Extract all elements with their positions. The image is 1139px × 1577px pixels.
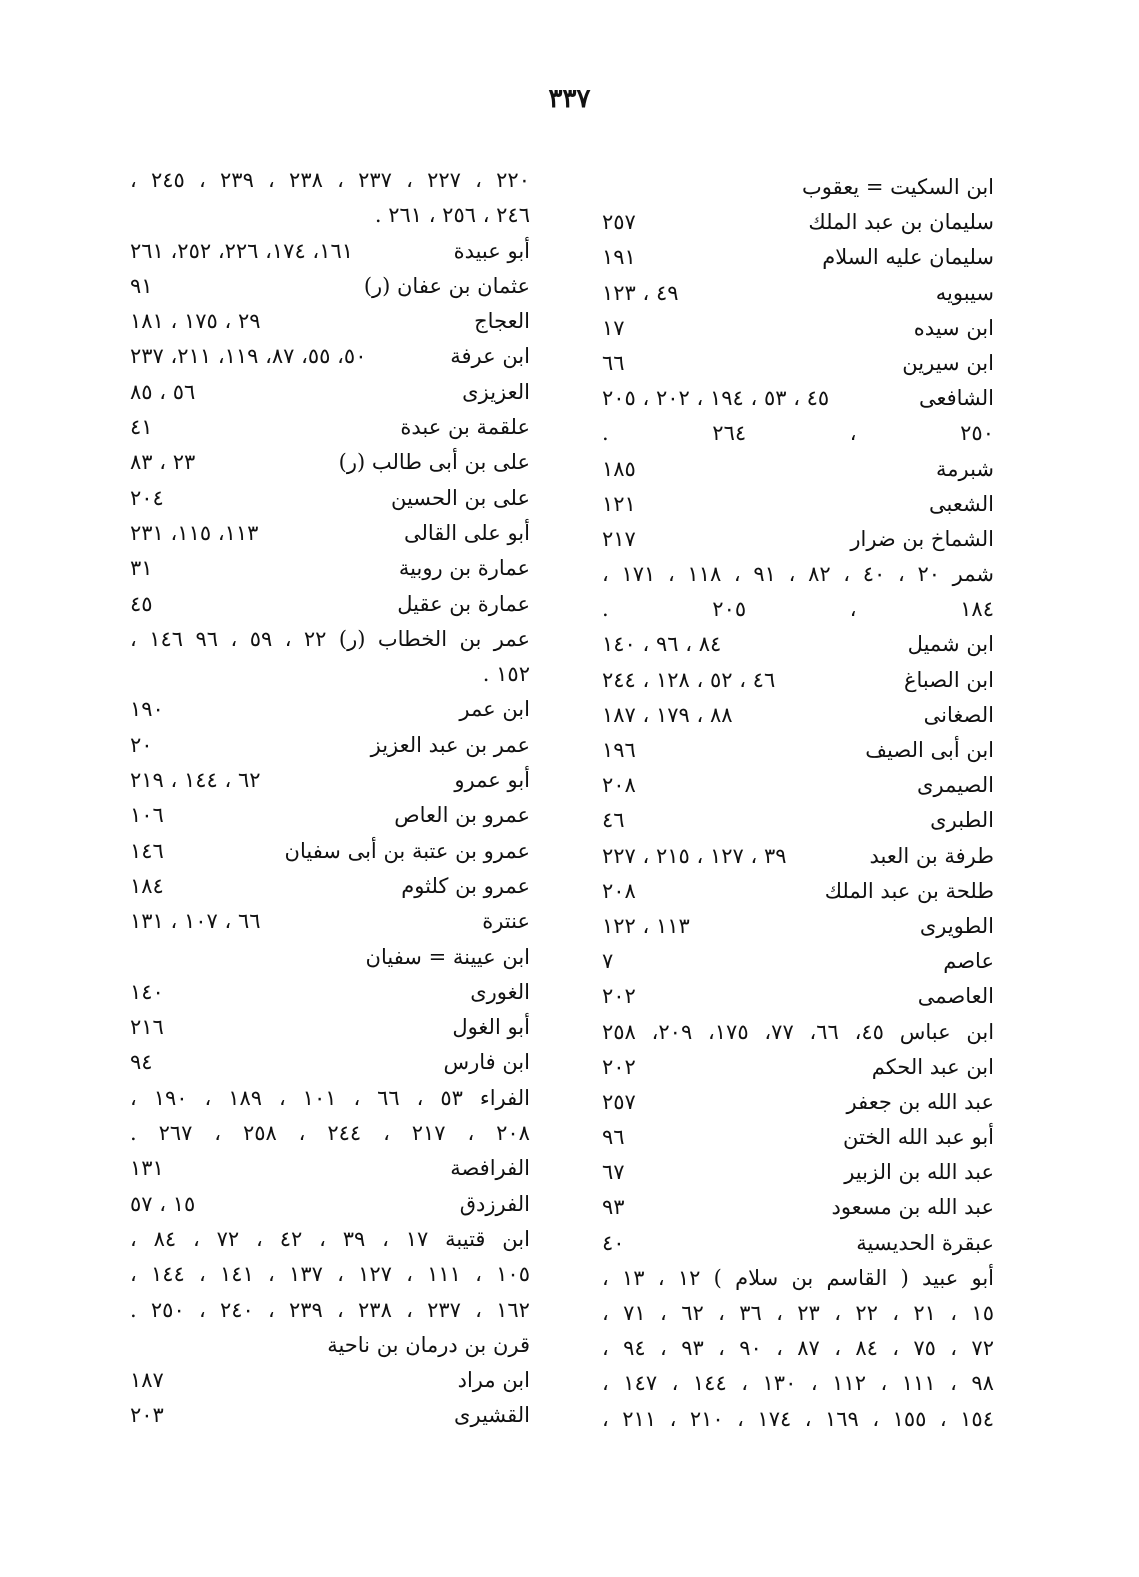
entry-name: عاصم: [943, 949, 994, 974]
index-entry: [602, 487, 994, 522]
index-entry: [130, 763, 530, 798]
entry-page-refs: ٤٦: [602, 808, 625, 833]
index-entry: [130, 1151, 530, 1186]
entry-continuation: ١٦٢ ، ٢٣٧ ، ٢٣٨ ، ٢٣٩ ، ٢٤٠ ، ٢٥٠ .: [130, 1297, 530, 1322]
index-entry: [130, 198, 530, 233]
index-entry: [602, 381, 994, 416]
index-entry: [602, 1296, 994, 1331]
entry-name: ابن فارس: [443, 1050, 530, 1075]
entry-name: عثمان بن عفان (ر): [363, 273, 530, 298]
entry-name: عبد الله بن مسعود: [831, 1195, 994, 1220]
entry-page-refs: ٢٠٤: [130, 485, 164, 510]
entry-page-refs: ٨٨ ، ١٧٩ ، ١٨٧: [602, 702, 733, 727]
entry-name: عمرو بن عتبة بن أبى سفيان: [284, 838, 530, 863]
entry-page-refs: ٩٣: [602, 1195, 625, 1220]
entry-full-line: شمر ٢٠ ، ٤٠ ، ٨٢ ، ٩١ ، ١١٨ ، ١٧١ ،: [602, 562, 995, 587]
index-entry: [602, 944, 994, 979]
index-entry: [602, 240, 994, 275]
entry-page-refs: ١٤٦: [130, 838, 164, 863]
index-entry: [130, 834, 530, 869]
entry-full-line: عمر بن الخطاب (ر) ٢٢ ، ٥٩ ، ٩٦ ١٤٦ ،: [130, 626, 530, 651]
index-entry: [130, 445, 530, 480]
index-entry: [130, 1081, 530, 1116]
index-entry: [130, 1116, 530, 1151]
entry-page-refs: ٤٠: [602, 1230, 625, 1255]
entry-page-refs: ١١٣، ١١٥، ٢٣١: [130, 520, 259, 545]
entry-name: عمر بن عبد العزيز: [370, 732, 530, 757]
entry-continuation: ١٥٢ .: [482, 662, 530, 687]
index-entry: [130, 1010, 530, 1045]
entry-name: الشماخ بن ضرار: [850, 526, 994, 551]
entry-full-line: ابن عباس ٤٥، ٦٦، ٧٧، ١٧٥، ٢٠٩، ٢٥٨: [602, 1019, 995, 1044]
entry-page-refs: ٢٠٨: [602, 773, 636, 798]
index-entry: [130, 516, 530, 551]
entry-page-refs: ١٨٥: [602, 456, 636, 481]
entry-name: العاصمى: [917, 984, 994, 1009]
index-entry: [130, 798, 530, 833]
entry-page-refs: ٣٩ ، ١٢٧ ، ٢١٥ ، ٢٢٧: [602, 843, 787, 868]
index-entry: [602, 1155, 994, 1190]
index-column-right: [602, 170, 994, 1437]
index-entry: [602, 698, 994, 733]
entry-continuation: ٧٢ ، ٧٥ ، ٨٤ ، ٨٧ ، ٩٠ ، ٩٣ ، ٩٤ ،: [602, 1336, 994, 1361]
index-entry: [130, 304, 530, 339]
entry-name: الطبرى: [930, 808, 994, 833]
entry-page-refs: ٢٩ ، ١٧٥ ، ١٨١: [130, 309, 261, 334]
index-entry: [130, 234, 530, 269]
index-entry: [602, 663, 994, 698]
index-entry: [602, 557, 994, 592]
entry-name: ابن عرفة: [450, 344, 530, 369]
entry-continuation: ١٠٥ ، ١١١ ، ١٢٧ ، ١٣٧ ، ١٤١ ، ١٤٤ ،: [130, 1262, 530, 1287]
entry-page-refs: ١٩٦: [602, 738, 636, 762]
entry-name: سليمان بن عبد الملك: [808, 210, 994, 235]
index-entry: [130, 163, 530, 198]
index-entry: [130, 339, 530, 374]
entry-page-refs: ٩٦: [602, 1125, 625, 1150]
entry-page-refs: ١٧: [602, 315, 625, 340]
entry-name: العجاج: [474, 309, 530, 334]
index-entry: [130, 1222, 530, 1257]
entry-name: الصيمرى: [917, 773, 994, 798]
index-entry: [602, 1226, 994, 1261]
entry-name: على بن أبى طالب (ر): [338, 450, 530, 475]
index-entry: [602, 170, 994, 205]
index-entry: [130, 1187, 530, 1222]
index-entry: [130, 1045, 530, 1080]
entry-page-refs: ١٥ ، ٥٧: [130, 1191, 196, 1216]
entry-page-refs: ٢٠٢: [602, 984, 636, 1009]
entry-name: عبد الله بن الزبير: [844, 1160, 994, 1185]
entry-page-refs: ١٩١: [602, 245, 636, 270]
entry-full-line: أبو عبيد ( القاسم بن سلام ) ١٢ ، ١٣ ،: [602, 1265, 994, 1290]
index-entry: [130, 1398, 530, 1433]
entry-name: ابن الصباغ: [903, 667, 994, 692]
entry-page-refs: ١٠٦: [130, 803, 164, 828]
entry-name: علقمة بن عبدة: [400, 415, 530, 440]
index-entry: [130, 410, 530, 445]
entry-page-refs: ١٢١: [602, 491, 636, 516]
entry-name: الشافعى: [918, 386, 994, 411]
index-entry: [602, 627, 994, 662]
entry-page-refs: ٢٥٧: [602, 1089, 636, 1114]
page-number: ٣٣٧: [548, 84, 591, 114]
entry-full-line: الفراء ٥٣ ، ٦٦ ، ١٠١ ، ١٨٩ ، ١٩٠ ،: [130, 1085, 530, 1110]
entry-continuation: ١٥٤ ، ١٥٥ ، ١٦٩ ، ١٧٤ ، ٢١٠ ، ٢١١ ،: [602, 1406, 994, 1431]
index-entry: [602, 733, 994, 768]
entry-name: على بن الحسين: [390, 485, 530, 510]
index-entry: [602, 276, 994, 311]
index-entry: [602, 768, 994, 803]
entry-name: عبقرة الحديسية: [856, 1230, 994, 1255]
entry-page-refs: ٢١٦: [130, 1015, 164, 1040]
index-entry: [130, 1293, 530, 1328]
entry-name: شبرمة: [935, 456, 994, 481]
entry-name: ابن عيينة = سفيان: [365, 944, 530, 969]
entry-page-refs: ٧: [602, 949, 614, 974]
entry-name: ابن مراد: [457, 1368, 530, 1393]
entry-page-refs: ١١٣ ، ١٢٢: [602, 913, 690, 938]
entry-name: عمارة بن عقيل: [397, 591, 530, 616]
index-entry: [130, 622, 530, 657]
entry-page-refs: ٦٢ ، ١٤٤ ، ٢١٩: [130, 768, 261, 793]
entry-name: ابن عبد الحكم: [871, 1054, 994, 1079]
index-entry: [130, 375, 530, 410]
entry-page-refs: ٥٦ ، ٨٥: [130, 379, 196, 404]
entry-name: طلحة بن عبد الملك: [824, 878, 994, 903]
index-entry: [602, 1050, 994, 1085]
entry-name: ابن أبى الصيف: [865, 738, 994, 762]
entry-page-refs: ٩٤: [130, 1050, 153, 1075]
entry-continuation: ٢٥٠ ، ٢٦٤ .: [602, 421, 994, 446]
index-column-left: [130, 163, 530, 1434]
entry-page-refs: ١٨٧: [130, 1368, 164, 1393]
index-entry: [602, 1190, 994, 1225]
entry-name: أبو عمرو: [454, 768, 530, 793]
index-entry: [130, 657, 530, 692]
entry-page-refs: ٢٠٨: [602, 878, 636, 903]
entry-continuation: ٢٠٨ ، ٢١٧ ، ٢٤٤ ، ٢٥٨ ، ٢٦٧ .: [130, 1121, 530, 1146]
entry-page-refs: ٢٥٧: [602, 210, 636, 235]
entry-page-refs: ٩١: [130, 273, 153, 298]
index-entry: [130, 1328, 530, 1363]
entry-page-refs: ١٣١: [130, 1156, 164, 1181]
entry-name: ابن السكيت = يعقوب: [801, 175, 994, 199]
entry-name: قرن بن درمان بن ناحية: [327, 1332, 530, 1357]
entry-name: طرفة بن العبد: [869, 843, 994, 868]
index-entry: [130, 975, 530, 1010]
entry-name: الطويرى: [919, 913, 994, 938]
entry-page-refs: ٤٦ ، ٥٢ ، ١٢٨ ، ٢٤٤: [602, 667, 776, 692]
entry-name: أبو عبد الله الختن: [843, 1125, 994, 1150]
entry-name: الغورى: [470, 979, 530, 1004]
entry-page-refs: ٤٥: [130, 591, 153, 616]
entry-name: الصغانى: [923, 702, 994, 727]
index-entry: [602, 416, 994, 451]
entry-continuation: ٢٤٦ ، ٢٥٦ ، ٢٦١ .: [374, 203, 530, 228]
entry-page-refs: ٣١: [130, 556, 153, 581]
entry-page-refs: ٦٧: [602, 1160, 625, 1185]
index-entry: [602, 346, 994, 381]
entry-full-line: ابن قتيبة ١٧ ، ٣٩ ، ٤٢ ، ٧٢ ، ٨٤ ،: [130, 1226, 530, 1251]
index-entry: [130, 869, 530, 904]
index-entry: [602, 874, 994, 909]
index-entry: [602, 1331, 994, 1366]
entry-page-refs: ٤٥ ، ٥٣ ، ١٩٤ ، ٢٠٢ ، ٢٠٥: [602, 386, 830, 411]
entry-page-refs: ١٩٠: [130, 697, 164, 722]
entry-name: سليمان عليه السلام: [822, 245, 994, 270]
entry-page-refs: ١٨٤: [130, 873, 164, 898]
entry-name: ابن عمر: [459, 697, 530, 722]
entry-name: عنترة: [482, 909, 530, 934]
index-entry: [602, 1261, 994, 1296]
index-entry: [130, 551, 530, 586]
index-entry: [130, 692, 530, 727]
index-entry: [602, 592, 994, 627]
entry-name: ابن شميل: [907, 632, 994, 657]
index-entry: [130, 481, 530, 516]
index-entry: [602, 452, 994, 487]
entry-continuation: ١٨٤ ، ٢٠٥ .: [602, 597, 994, 622]
entry-name: سيبويه: [935, 280, 994, 305]
entry-name: عمرو بن كلثوم: [401, 873, 530, 898]
entry-name: عمرو بن العاص: [394, 803, 530, 828]
entry-page-refs: ٦٦: [602, 350, 625, 375]
index-entry: [602, 1120, 994, 1155]
entry-name: ابن سيده: [913, 315, 994, 340]
entry-name: ابن سيرين: [902, 350, 994, 375]
entry-name: أبو الغول: [452, 1015, 530, 1040]
entry-page-refs: ٨٤ ، ٩٦ ، ١٤٠: [602, 632, 722, 657]
entry-page-refs: ٤٩ ، ١٢٣: [602, 280, 679, 305]
index-entry: [130, 904, 530, 939]
index-entry: [130, 1257, 530, 1292]
entry-continuation: ٩٨ ، ١١١ ، ١١٢ ، ١٣٠ ، ١٤٤ ، ١٤٧ ،: [602, 1371, 994, 1396]
index-entry: [130, 269, 530, 304]
entry-page-refs: ٥٠، ٥٥، ٨٧، ١١٩، ٢١١، ٢٣٧: [130, 344, 367, 369]
entry-page-refs: ٢١٧: [602, 526, 636, 551]
entry-name: عبد الله بن جعفر: [846, 1089, 994, 1114]
index-entry: [602, 1015, 994, 1050]
entry-page-refs: ١٤٠: [130, 979, 164, 1004]
entry-page-refs: ٢٠: [130, 732, 153, 757]
index-entry: [602, 979, 994, 1014]
entry-page-refs: ٢٣ ، ٨٣: [130, 450, 196, 475]
entry-name: أبو على القالى: [403, 520, 530, 545]
entry-continuation: ٢٢٠ ، ٢٢٧ ، ٢٣٧ ، ٢٣٨ ، ٢٣٩ ، ٢٤٥ ،: [130, 168, 530, 192]
entry-page-refs: ٦٦ ، ١٠٧ ، ١٣١: [130, 909, 261, 934]
index-entry: [602, 522, 994, 557]
entry-page-refs: ١٦١، ١٧٤، ٢٢٦، ٢٥٢، ٢٦١: [130, 238, 354, 263]
index-entry: [602, 1402, 994, 1437]
index-entry: [602, 205, 994, 240]
entry-continuation: ١٥ ، ٢١ ، ٢٢ ، ٢٣ ، ٣٦ ، ٦٢ ، ٧١ ،: [602, 1301, 994, 1325]
entry-name: الفرزدق: [459, 1191, 530, 1216]
index-entry: [130, 728, 530, 763]
entry-page-refs: ٢٠٢: [602, 1054, 636, 1079]
index-entry: [602, 1366, 994, 1401]
index-entry: [602, 839, 994, 874]
entry-name: الشعبى: [929, 491, 994, 516]
index-entry: [130, 587, 530, 622]
entry-page-refs: ٤١: [130, 415, 153, 440]
index-entry: [130, 1363, 530, 1398]
index-entry: [602, 1085, 994, 1120]
entry-name: عمارة بن روبية: [398, 556, 530, 581]
entry-name: الفرافصة: [450, 1156, 530, 1181]
index-entry: [602, 803, 994, 838]
entry-name: العزيزى: [462, 379, 530, 404]
index-entry: [130, 940, 530, 975]
index-entry: [602, 909, 994, 944]
entry-page-refs: ٢٠٣: [130, 1403, 164, 1428]
index-entry: [602, 311, 994, 346]
entry-name: القشيرى: [454, 1403, 530, 1428]
entry-name: أبو عبيدة: [453, 238, 530, 263]
